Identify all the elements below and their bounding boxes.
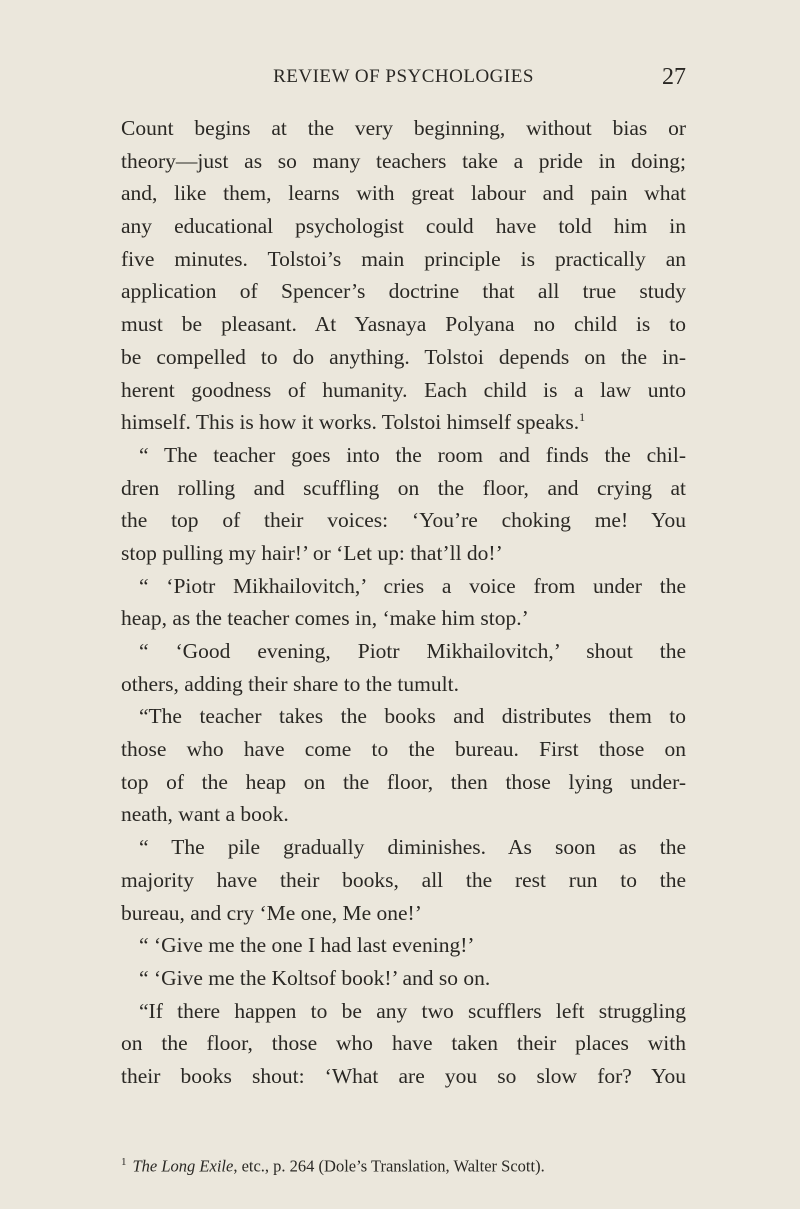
text-line: “ ‘Good evening, Piotr Mikhailovitch,’ shout the — [139, 639, 686, 663]
text-line: “ ‘Give me the one I had last evening!’ — [139, 933, 475, 958]
text-line: their books shout: ‘What are you so slow for? You — [121, 1063, 686, 1088]
text-line: “ The pile gradually diminishes. As soon as the — [139, 835, 686, 860]
running-head — [121, 66, 686, 96]
text-line: application of Spencer’s doctrine that all true study — [121, 279, 686, 304]
text-line: “ ‘Give me the Koltsof book!’ and so on. — [139, 965, 491, 990]
text-line: on the floor, those who have taken their places with — [121, 1031, 686, 1056]
text-line: top of the heap on the floor, then those lying under- — [121, 769, 686, 794]
text-line: be compelled to do anything. Tolstoi depends on the in- — [121, 344, 686, 369]
text-line: five minutes. Tolstoi’s main principle is practically an — [121, 246, 686, 271]
text-line: bureau, and cry ‘Me one, Me one!’ — [121, 900, 422, 925]
page-number: 27 — [662, 64, 686, 90]
text-line: dren rolling and scuffling on the floor, and crying at — [121, 475, 686, 500]
text-line: those who have come to the bureau. First those on — [121, 737, 686, 762]
footnote-title: The Long Exile — [132, 1156, 234, 1176]
text-line: Count begins at the very beginning, without bias or — [121, 116, 686, 140]
text-line: stop pulling my hair!’ or ‘Let up: that’ll do!’ — [121, 540, 503, 565]
footnote-reference[interactable]: 1 — [579, 410, 586, 425]
text-line: “If there happen to be any two scufflers left struggling — [139, 998, 686, 1023]
text-line: and, like them, learns with great labour and pain what — [121, 181, 686, 206]
text-line: “The teacher takes the books and distributes them to — [139, 704, 686, 729]
footnote — [121, 1152, 686, 1177]
text-line: “ ‘Piotr Mikhailovitch,’ cries a voice from under the — [139, 573, 686, 598]
text-line: others, adding their share to the tumult. — [121, 671, 459, 696]
text-line: “ The teacher goes into the room and finds the chil- — [139, 442, 686, 467]
text-line: must be pleasant. At Yasnaya Polyana no child is to — [121, 312, 686, 337]
footnote-mark: 1 — [121, 1156, 127, 1168]
text-line: theory—just as so many teachers take a pride in doing; — [121, 148, 686, 173]
text-line: any educational psychologist could have told him in — [121, 214, 686, 239]
text-line: the top of their voices: ‘You’re choking me! You — [121, 508, 686, 533]
body-text — [121, 112, 686, 1093]
text-line-with-footnote — [121, 406, 686, 439]
running-head-title: REVIEW OF PSYCHOLOGIES — [273, 66, 534, 87]
footnote-text: , etc., p. 264 (Dole’s Translation, Walter Scott). — [233, 1156, 545, 1176]
text-line-content: himself. This is how it works. Tolstoi himself speaks. — [121, 410, 580, 435]
text-line: neath, want a book. — [121, 802, 289, 827]
text-line: heap, as the teacher comes in, ‘make him stop.’ — [121, 606, 529, 631]
text-line: majority have their books, all the rest run to the — [121, 867, 686, 892]
text-line: herent goodness of humanity. Each child is a law unto — [121, 377, 686, 402]
